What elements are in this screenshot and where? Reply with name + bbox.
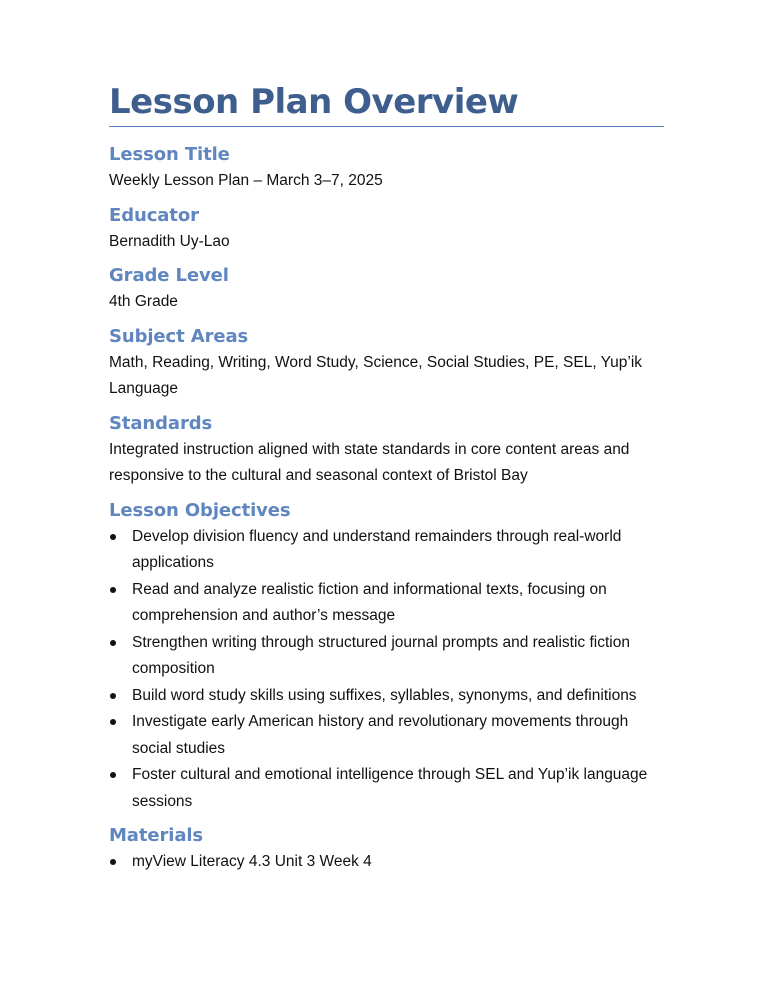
standards-section <box>109 411 665 490</box>
subject-areas-heading: Subject Areas <box>109 325 249 347</box>
bullet-icon <box>110 772 116 778</box>
objective-text: Strengthen writing through structured journal prompts and realistic fiction composition <box>132 633 630 677</box>
educator-section <box>109 203 665 256</box>
bullet-icon <box>110 640 116 646</box>
materials-heading: Materials <box>109 825 204 846</box>
document-body <box>109 142 665 884</box>
lesson-objectives-heading: Lesson Objectives <box>109 499 291 521</box>
list-item <box>109 762 665 815</box>
list-item <box>109 524 665 577</box>
bullet-icon <box>110 534 116 540</box>
list-item <box>109 849 665 876</box>
subject-areas-section <box>109 324 665 403</box>
standards-value: Integrated instruction aligned with state standards in core content areas and responsive to the cultural and seasonal context of Bristol Bay <box>109 440 630 484</box>
bullet-icon <box>110 859 116 865</box>
subject-areas-value: Math, Reading, Writing, Word Study, Science, Social Studies, PE, SEL, Yup’ik Language <box>109 353 643 397</box>
materials-list <box>109 849 665 876</box>
list-item <box>109 709 665 762</box>
grade-level-section <box>109 263 665 316</box>
lesson-title-heading: Lesson Title <box>109 144 230 165</box>
objective-text: Read and analyze realistic fiction and informational texts, focusing on comprehension and author’s message <box>132 580 607 624</box>
standards-heading: Standards <box>109 412 213 434</box>
objectives-list <box>109 524 665 816</box>
lesson-title-value: Weekly Lesson Plan – March 3–7, 2025 <box>109 172 383 189</box>
objective-text: Investigate early American history and revolutionary movements through social studies <box>132 713 629 757</box>
objective-text: Build word study skills using suffixes, syllables, synonyms, and definitions <box>132 686 637 704</box>
bullet-icon <box>110 719 116 725</box>
material-text: myView Literacy 4.3 Unit 3 Week 4 <box>132 853 372 870</box>
lesson-objectives-section <box>109 498 665 816</box>
lesson-title-section <box>109 142 665 195</box>
list-item <box>109 630 665 683</box>
materials-section <box>109 823 665 876</box>
list-item <box>109 683 665 710</box>
grade-level-value: 4th Grade <box>109 293 178 310</box>
bullet-icon <box>110 587 116 593</box>
educator-value: Bernadith Uy-Lao <box>109 232 230 250</box>
title-divider <box>109 126 664 127</box>
educator-heading: Educator <box>109 204 199 226</box>
bullet-icon <box>110 693 116 699</box>
objective-text: Foster cultural and emotional intelligence through SEL and Yup’ik language sessions <box>132 766 648 810</box>
list-item <box>109 577 665 630</box>
objective-text: Develop division fluency and understand remainders through real-world applications <box>132 527 622 571</box>
grade-level-heading: Grade Level <box>109 265 229 286</box>
page-title: Lesson Plan Overview <box>109 82 519 122</box>
